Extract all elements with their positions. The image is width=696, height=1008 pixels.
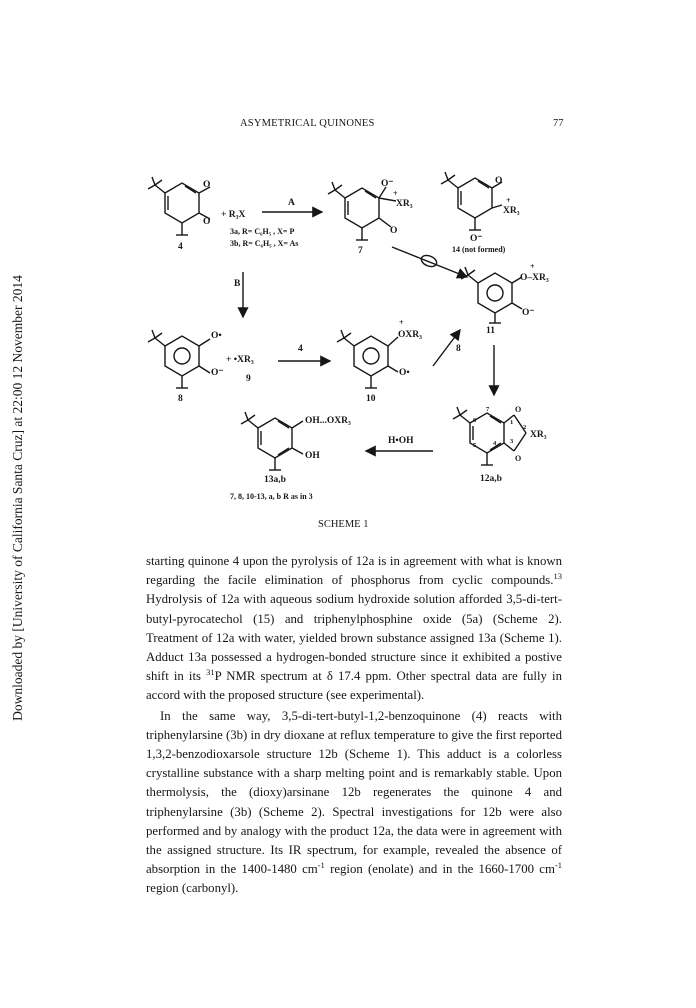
o-xr3-label: O–XR₃ <box>520 273 549 283</box>
compound-10-label: 10 <box>366 394 376 404</box>
atom-number-3: 3 <box>510 438 514 445</box>
structure-7 <box>328 182 396 240</box>
atom-number-6: 6 <box>473 417 477 424</box>
reagent-label: + R₃X <box>221 210 246 220</box>
hoh-label: H•OH <box>388 436 414 446</box>
atom-number-1: 1 <box>510 419 514 426</box>
atom-number-7: 7 <box>486 406 490 413</box>
structure-8 <box>148 330 210 388</box>
compound-14-label: 14 (not formed) <box>452 245 506 254</box>
o-minus-label: O⁻ <box>522 308 535 318</box>
running-title: ASYMETRICAL QUINONES <box>240 118 375 129</box>
o-label: O <box>495 176 503 186</box>
o-dot-label: O• <box>211 331 222 341</box>
variant-3a: 3a, R= C₆H₅ , X= P <box>230 227 295 236</box>
arrow-a-label: A <box>288 198 295 208</box>
scheme-caption: SCHEME 1 <box>318 519 369 530</box>
arrow-4-label: 4 <box>298 344 303 354</box>
structure-11 <box>461 267 522 323</box>
compound-11-label: 11 <box>486 326 495 336</box>
o-label: O <box>515 405 522 414</box>
structure-13 <box>241 412 303 470</box>
xr3-label: XR₃ <box>530 430 547 440</box>
page-number: 77 <box>553 118 564 129</box>
reaction-scheme <box>140 165 570 505</box>
paragraph-2: In the same way, 3,5-di-tert-butyl-1,2-benzoquinone (4) reacts with triphenylarsine (3b) in dry dioxane at reflux temperature to give the first reported 1,3,2-benzodioxarsole structure 12b (Scheme 1). This adduct is a colorless crystalline substance with a sharp melting point and is remarkably stable. Upon thermolysis, the (dioxy)arsinane 12b regenerates the quinone 4 and triphenylarsine (3b) (Scheme 2). Spectral investigations for 12b were also performed and by analogy with the product 12a, the data were in agreement with the assigned structure. Its IR spectrum, for example, revealed the absence of absorption in the 1400-1480 $cm^{-1}$ region (enolate) and in the 1660-1700 $cm^{-1}$ region (carbonyl). <box>146 708 562 896</box>
body-text <box>146 552 562 899</box>
o-minus-label: O⁻ <box>381 179 394 189</box>
variant-3b: 3b, R= C₆H₅ , X= As <box>230 239 299 248</box>
structure-14 <box>441 172 502 230</box>
plus-label: + <box>506 196 511 205</box>
xr3-label: XR₃ <box>396 199 413 209</box>
compound-13-label: 13a,b <box>264 475 286 485</box>
atom-number-2: 2 <box>523 424 527 431</box>
download-watermark: Downloaded by [University of California Santa Cruz] at 22:00 12 November 2014 <box>10 275 25 721</box>
o-dot-label: O• <box>399 368 410 378</box>
compound-9-label: 9 <box>246 374 251 384</box>
paragraph-1: starting quinone 4 upon the pyrolysis of 12a is in agreement with what is known regarding the facile elimination of phosphorus from cyclic compounds.$^{13}$ Hydrolysis of 12a with aqueous sodium hydroxide solution afforded 3,5-di-tert-butyl-pyrocatechol (15) and triphenylphosphine oxide (5a) (Scheme 2). Treatment of 12a with water, yielded brown substance assigned 13a (Scheme 1). Adduct 13a possessed a hydrogen-bonded structure since it exhibited a postive shift in its $^{31}$P NMR spectrum at δ 17.4 ppm. Other spectral data are fully in accord with the proposed structure (see experimental). <box>146 554 562 703</box>
atom-number-5: 5 <box>473 442 477 449</box>
o-label: O <box>390 226 398 236</box>
scheme-note: 7, 8, 10-13, a, b R as in 3 <box>230 492 313 501</box>
plus-label: + <box>399 318 404 327</box>
oh-label: OH <box>305 451 320 461</box>
compound-7-label: 7 <box>358 246 363 256</box>
o-minus-label: O⁻ <box>470 234 483 244</box>
o-label: O <box>203 217 211 227</box>
oh-oxr3-label: OH...OXR₃ <box>305 416 351 426</box>
o-minus-label: O⁻ <box>211 368 224 378</box>
plus-label: + <box>530 262 535 271</box>
arrow-8-label: 8 <box>456 344 461 354</box>
o-label: O <box>203 180 211 190</box>
plus-label: + <box>393 189 398 198</box>
structure-4 <box>148 177 210 235</box>
radical-label: + •XR₃ <box>226 355 254 365</box>
compound-12-label: 12a,b <box>480 474 502 484</box>
xr3-label: XR₃ <box>503 206 520 216</box>
arrow-b-label: B <box>234 279 241 289</box>
structure-10 <box>337 330 398 388</box>
compound-8-label: 8 <box>178 394 183 404</box>
compound-4-label: 4 <box>178 242 183 252</box>
oxr3-label: OXR₃ <box>398 330 422 340</box>
o-label: O <box>515 454 522 463</box>
atom-number-4: 4 <box>493 440 497 447</box>
